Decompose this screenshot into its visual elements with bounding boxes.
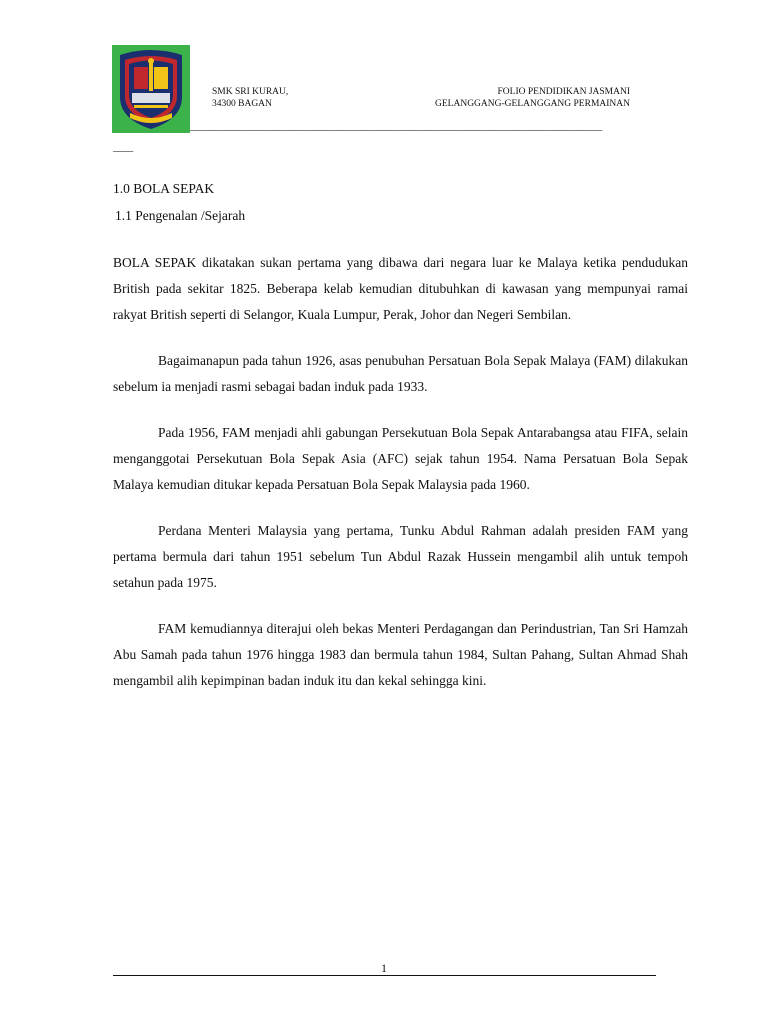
paragraph: Pada 1956, FAM menjadi ahli gabungan Persekutuan Bola Sepak Antarabangsa atau FIFA, selain menganggotai Persekutuan Bola Sepak Asia (AFC) sejak tahun 1954. Nama Persatuan Bola Sepak Malaya kemudian ditukar kepada Persatuan Bola Sepak Malaysia pada 1960. [113, 425, 688, 492]
section-subheading: 1.1 Pengenalan /Sejarah [115, 208, 246, 223]
footer-rule [113, 975, 656, 976]
header-rule: ____________________________________________________________________________________ [190, 120, 602, 132]
school-address: 34300 BAGAN [212, 99, 272, 109]
school-crest-logo [112, 45, 190, 133]
school-name: SMK SRI KURAU, [212, 87, 289, 97]
paragraph: Perdana Menteri Malaysia yang pertama, Tunku Abdul Rahman adalah presiden FAM yang pertama bermula dari tahun 1951 sebelum Tun Abdul Razak Hussein mengambil alih untuk tempoh setahun pada 1975. [113, 523, 688, 590]
paragraph: Bagaimanapun pada tahun 1926, asas penubuhan Persatuan Bola Sepak Malaya (FAM) dilakukan sebelum ia menjadi rasmi sebagai badan induk pada 1933. [113, 353, 688, 394]
section-heading: 1.0 BOLA SEPAK [113, 181, 215, 196]
paragraph: FAM kemudiannya diterajui oleh bekas Menteri Perdagangan dan Perindustrian, Tan Sri Hamzah Abu Samah pada tahun 1976 hingga 1983 dan bermula tahun 1984, Sultan Pahang, Sultan Ahmad Shah mengambil alih kepimpinan badan induk itu dan kekal sehingga kini. [113, 621, 688, 688]
page-number: 1 [381, 961, 387, 975]
paragraph: BOLA SEPAK dikatakan sukan pertama yang dibawa dari negara luar ke Malaya ketika pendudukan British pada sekitar 1825. Beberapa kelab kemudian ditubuhkan di kawasan yang mempunyai ramai rakyat British seperti di Selangor, Kuala Lumpur, Perak, Johor dan Negeri Sembilan. [113, 255, 688, 322]
body-text [113, 250, 688, 694]
folio-subtitle: GELANGGANG-GELANGGANG PERMAINAN [435, 99, 630, 109]
folio-title: FOLIO PENDIDIKAN JASMANI [497, 87, 630, 97]
school-info [212, 86, 288, 110]
header-rule-overflow: ____ [113, 141, 133, 153]
folio-info [435, 86, 630, 110]
